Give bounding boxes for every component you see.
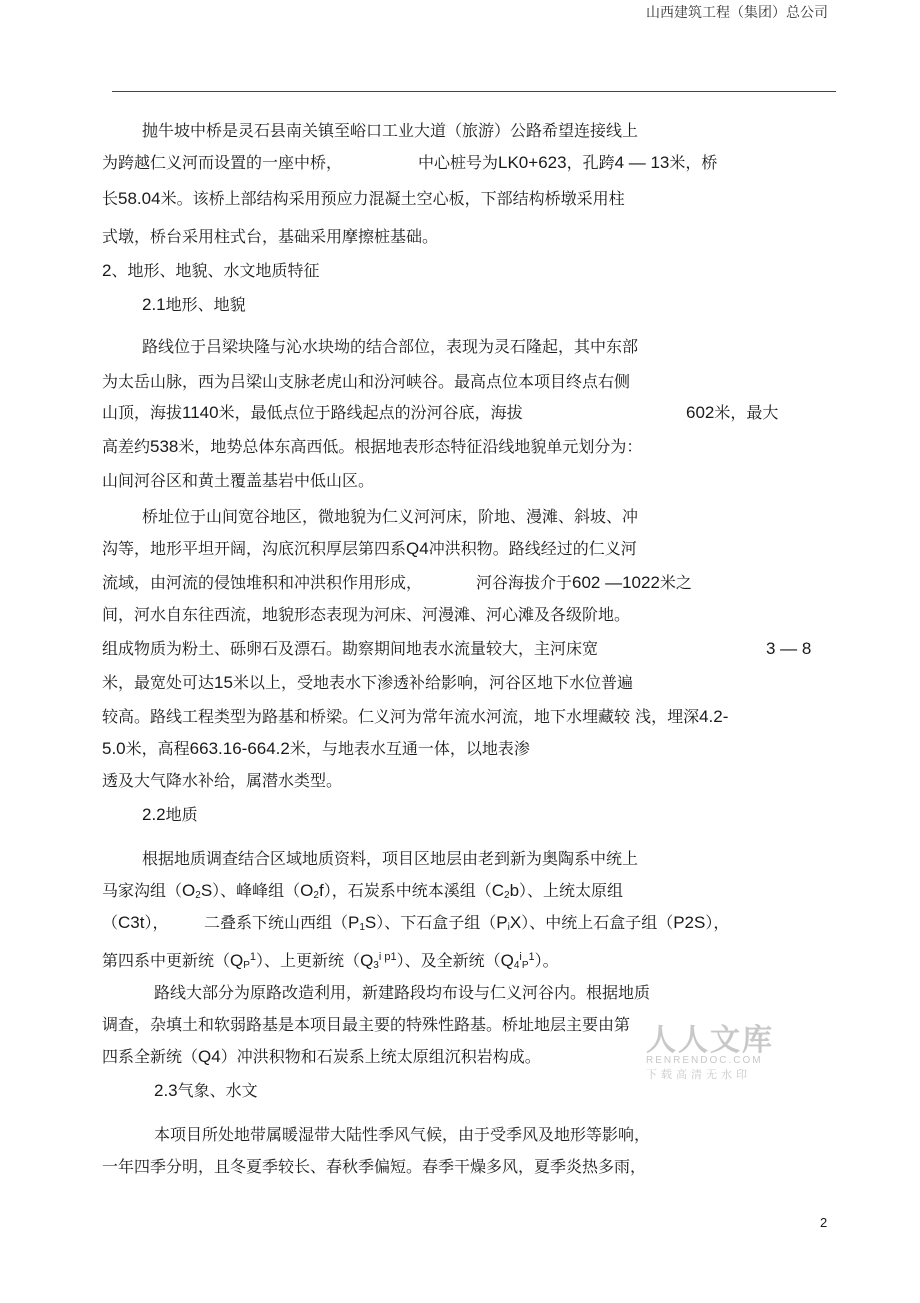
body-line: 路线大部分为原路改造利用，新建路段均布设与仁义河谷内。根据地质 [154,983,651,1002]
body-line: 间，河水自东往西流，地貌形态表现为河床、河漫滩、河心滩及各级阶地。 [102,605,631,624]
body-line: 山顶，海拔1140米，最低点位于路线起点的汾河谷底，海拔 [102,403,523,422]
page-number: 2 [820,1215,828,1230]
body-line: 抛牛坡中桥是灵石县南关镇至峪口工业大道（旅游）公路希望连接线上 [142,121,639,140]
watermark-tagline: 下载高清无水印 [646,1068,751,1081]
body-line: 3 — 8 [766,639,812,658]
body-line: 流域，由河流的侵蚀堆积和冲洪积作用形成， [102,573,423,592]
body-line: 为太岳山脉，西为吕梁山支脉老虎山和汾河峡谷。最高点位本项目终点右侧 [102,372,631,391]
body-line: 组成物质为粉土、砾卵石及漂石。勘察期间地表水流量较大，主河床宽 [102,639,599,658]
body-line: 602米，最大 [686,403,779,422]
body-line: 山间河谷区和黄土覆盖基岩中低山区。 [102,471,375,490]
body-line: 调查，杂填土和软弱路基是本项目最主要的特殊性路基。桥址地层主要由第 [102,1015,631,1034]
watermark-url: RENRENDOC.COM [646,1055,763,1066]
body-line: 长58.04米。该桥上部结构采用预应力混凝土空心板，下部结构桥墩采用柱 [102,189,625,208]
body-line: 路线位于吕梁块隆与沁水块坳的结合部位，表现为灵石隆起，其中东部 [142,337,639,356]
body-line: 四系全新统（Q4）冲洪积物和石炭系上统太原组沉积岩构成。 [102,1047,541,1066]
body-line: 河谷海拔介于602 —1022米之 [476,573,692,592]
body-line: 本项目所处地带属暖湿带大陆性季风气候，由于受季风及地形等影响， [154,1125,651,1144]
section-heading: 2、地形、地貌、水文地质特征 [102,261,320,280]
page-header-company: 山西建筑工程（集团）总公司 [646,5,828,21]
body-line: 较高。路线工程类型为路基和桥梁。仁义河为常年流水河流，地下水埋藏较 浅，埋深4.2- [102,707,729,726]
body-line: 高差约538米，地势总体东高西低。根据地表形态特征沿线地貌单元划分为： [102,437,643,456]
body-line: （C3t）， [102,913,169,932]
body-line: 透及大气降水补给，属潜水类型。 [102,771,343,790]
body-line: 根据地质调查结合区域地质资料，项目区地层由老到新为奥陶系中统上 [142,849,639,868]
body-line: 一年四季分明，且冬夏季较长、春秋季偏短。春季干燥多风，夏季炎热多雨， [102,1157,647,1176]
body-line: 第四系中更新统$(Q_P^1)$、上更新统$(Q_3^{i p1})$、及全新统$(Q_4^i_P^1)$。 [102,951,559,971]
subsection-heading: 2.2地质 [142,805,198,824]
body-line: 5.0米，高程663.16-664.2米，与地表水互通一体，以地表渗 [102,739,530,758]
header-rule [112,91,836,92]
body-line: 米，最宽处可达15米以上，受地表水下渗透补给影响，河谷区地下水位普遍 [102,673,633,692]
body-line: 二叠系下统山西组$(P_1S)$、下石盒子组$(P_iX)$、中统上石盒子组（P2S）， [204,913,730,933]
body-line: 中心桩号为LK0+623，孔跨4 — 13米，桥 [418,153,718,172]
subsection-heading: 2.3气象、水文 [154,1081,258,1100]
body-line: 桥址位于山间宽谷地区，微地貌为仁义河河床，阶地、漫滩、斜坡、冲 [142,507,639,526]
body-line: 为跨越仁义河而设置的一座中桥， [102,153,343,172]
body-line: 沟等，地形平坦开阔，沟底沉积厚层第四系Q4冲洪积物。路线经过的仁义河 [102,539,637,558]
watermark-logo: 人人文库 [646,1023,774,1058]
body-line: 式墩，桥台采用柱式台，基础采用摩擦桩基础。 [102,227,439,246]
subsection-heading: 2.1地形、地貌 [142,295,246,314]
body-line: 马家沟组$(O_2S)$、峰峰组$(O_2f)$，石炭系中统本溪组$(C_2b)$、上统太原组 [102,881,624,901]
watermark [646,1015,774,1082]
